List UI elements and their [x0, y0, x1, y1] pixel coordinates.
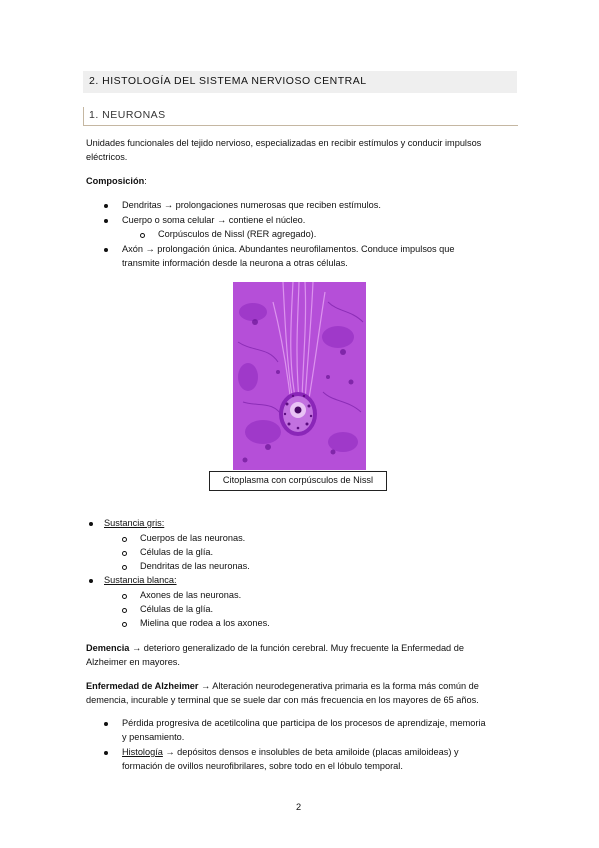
- bullet-icon: [104, 204, 108, 208]
- composicion-item: Dendritas → prolongaciones numerosas que reciben estímulos.: [122, 200, 381, 210]
- sustancia-blanca-item: Axones de las neuronas.: [140, 590, 242, 600]
- bullet-icon: [104, 751, 108, 755]
- bullet-icon: [89, 579, 93, 583]
- figure-caption: Citoplasma con corpúsculos de Nissl: [222, 475, 374, 485]
- demencia-text: deterioro generalizado de la función cerebral. Muy frecuente la Enfermedad de: [141, 643, 464, 653]
- sustancia-gris-item: Dendritas de las neuronas.: [140, 561, 250, 571]
- sustancia-gris-item: Cuerpos de las neuronas.: [140, 533, 246, 543]
- composicion-colon: :: [144, 176, 147, 186]
- bullet-icon: [104, 248, 108, 252]
- section-title: 1. NEURONAS: [89, 109, 166, 121]
- alzheimer-term: Enfermedad de Alzheimer →: [86, 681, 211, 691]
- sustancia-blanca-label: Sustancia blanca:: [104, 575, 177, 585]
- demencia-line-2: Alzheimer en mayores.: [86, 657, 180, 667]
- composicion-item-cont: transmite información desde la neurona a otras células.: [122, 258, 348, 268]
- sub-bullet-icon: [122, 551, 127, 556]
- bullet-icon: [104, 722, 108, 726]
- alzheimer-bullet-1: Pérdida progresiva de acetilcolina que participa de los procesos de aprendizaje, memoria: [122, 718, 486, 728]
- section-heading: [83, 107, 518, 126]
- alzheimer-bullet-2-cont: formación de ovillos neurofibrilares, sobre todo en el lóbulo temporal.: [122, 761, 403, 771]
- composicion-term: Composición: [86, 176, 145, 186]
- intro-line-1: Unidades funcionales del tejido nervioso, especializadas en recibir estímulos y conducir impulsos: [86, 138, 482, 148]
- composicion-item: Axón → prolongación única. Abundantes neurofilamentos. Conduce impulsos que: [122, 244, 455, 254]
- composicion-heading: [86, 174, 147, 188]
- histologia-text: → depósitos densos e insolubles de beta amiloide (placas amiloideas) y: [162, 747, 459, 757]
- chapter-heading: [83, 71, 517, 93]
- bullet-icon: [104, 219, 108, 223]
- bullet-icon: [89, 522, 93, 526]
- sustancia-gris-item: Células de la glía.: [140, 547, 214, 557]
- alzheimer-bullet-1-cont: y pensamiento.: [122, 732, 185, 742]
- alzheimer-line-2: demencia, incurable y terminal que se suele dar con más frecuencia en los mayores de 65 años.: [86, 695, 479, 705]
- composicion-subitem: Corpúsculos de Nissl (RER agregado).: [158, 229, 317, 239]
- demencia-term: Demencia →: [86, 643, 142, 653]
- demencia-line-1: [86, 641, 464, 655]
- sub-bullet-icon: [122, 537, 127, 542]
- sustancia-blanca-item: Células de la glía.: [140, 604, 214, 614]
- composicion-item: Cuerpo o soma celular → contiene el núcleo.: [122, 215, 306, 225]
- histologia-term: Histología: [122, 747, 163, 757]
- intro-line-2: eléctricos.: [86, 152, 128, 162]
- figure-caption-box: [209, 471, 387, 491]
- alzheimer-bullet-2: [122, 745, 459, 759]
- sub-bullet-icon: [140, 233, 145, 238]
- sub-bullet-icon: [122, 608, 127, 613]
- page-number: 2: [296, 802, 302, 812]
- nissl-micrograph-image: [233, 282, 366, 470]
- alzheimer-line-1: [86, 679, 479, 693]
- alzheimer-text: Alteración neurodegenerativa primaria es la forma más común de: [210, 681, 479, 691]
- chapter-title: 2. HISTOLOGÍA DEL SISTEMA NERVIOSO CENTRAL: [89, 75, 367, 87]
- sub-bullet-icon: [122, 594, 127, 599]
- sustancia-blanca-item: Mielina que rodea a los axones.: [140, 618, 270, 628]
- sub-bullet-icon: [122, 565, 127, 570]
- sub-bullet-icon: [122, 622, 127, 627]
- sustancia-gris-label: Sustancia gris:: [104, 518, 165, 528]
